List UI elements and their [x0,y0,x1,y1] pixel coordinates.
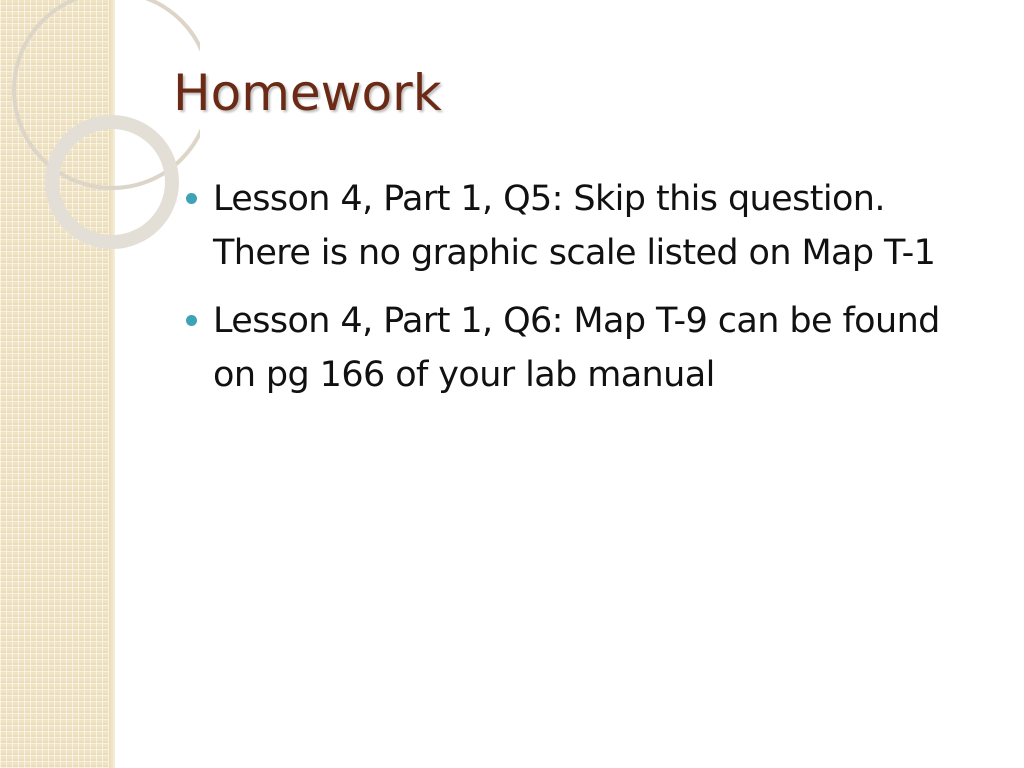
bullet-dot-icon [186,315,197,326]
bullet-list [186,172,986,416]
bullet-dot-icon [186,193,197,204]
decorative-rings [0,0,200,300]
thick-ring [52,122,172,242]
bullet-item-q6 [186,294,986,402]
bullet-text: Lesson 4, Part 1, Q6: Map T-9 can be found on pg 166 of your lab manual [213,301,940,395]
slide-title: Homework [173,64,442,122]
bullet-item-q5 [186,172,986,280]
bullet-text: Lesson 4, Part 1, Q5: Skip this question. There is no graphic scale listed on Map T-1 [213,179,936,273]
